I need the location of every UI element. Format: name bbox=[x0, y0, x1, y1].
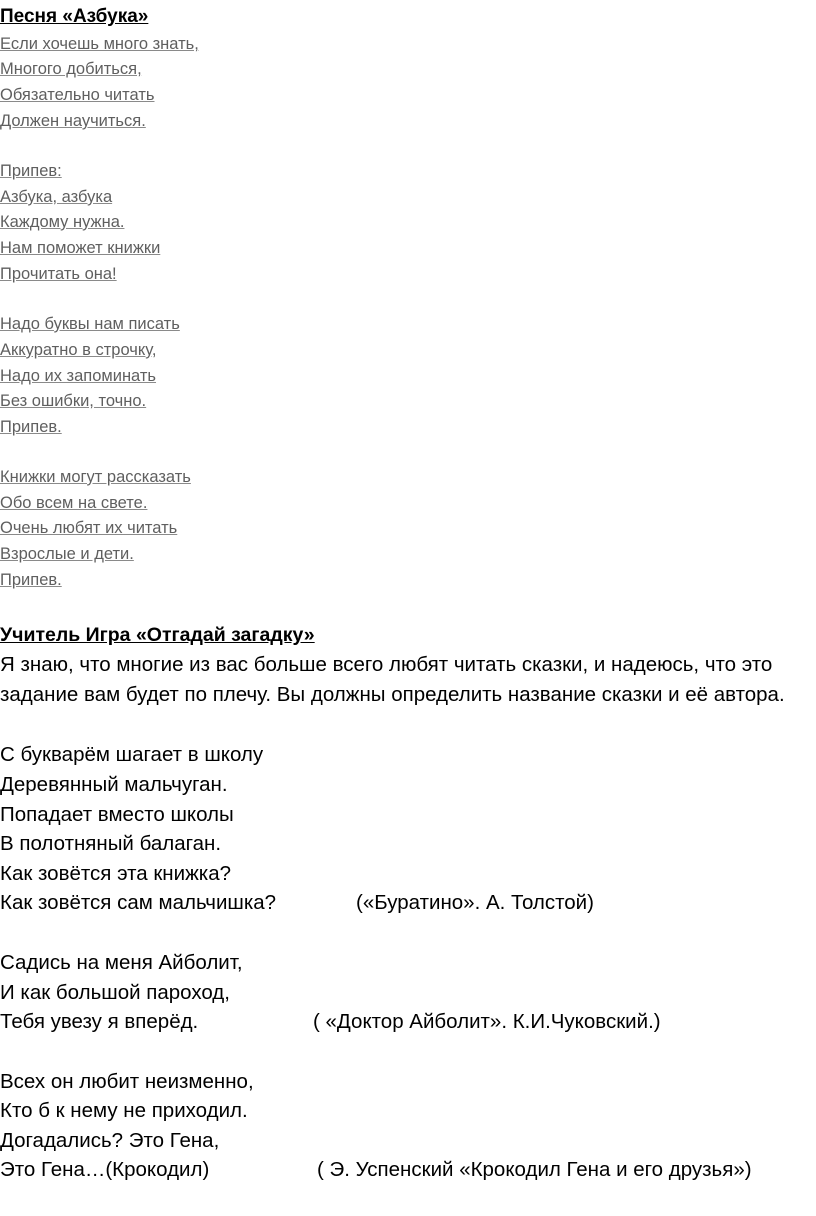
riddle-line: Тебя увезу я вперёд. bbox=[0, 1010, 199, 1033]
riddle-answer: ( Э. Успенский «Крокодил Гена и его друзья») bbox=[317, 1158, 752, 1181]
song-line: Обо всем на свете. bbox=[0, 494, 148, 512]
riddle-line: Садись на меня Айболит, bbox=[0, 951, 243, 974]
song-line: Прочитать она! bbox=[0, 265, 117, 283]
riddle-line: Как зовётся сам мальчишка? bbox=[0, 891, 277, 914]
song-title: Песня «Азбука» bbox=[0, 6, 149, 27]
game-title: Учитель Игра «Отгадай загадку» bbox=[0, 624, 315, 646]
song-line: Многого добиться, bbox=[0, 60, 142, 78]
song-line: Каждому нужна. bbox=[0, 213, 125, 231]
riddle-line: Кто б к нему не приходил. bbox=[0, 1099, 248, 1122]
riddle-line: Это Гена…(Крокодил) bbox=[0, 1158, 210, 1181]
riddle-answer: («Буратино». А. Толстой) bbox=[356, 891, 594, 914]
song-line: Очень любят их читать bbox=[0, 519, 178, 537]
song-line: Обязательно читать bbox=[0, 86, 155, 104]
riddle-line: Всех он любит неизменно, bbox=[0, 1070, 254, 1093]
riddle-line: Попадает вместо школы bbox=[0, 803, 234, 826]
song-line: Должен научиться. bbox=[0, 112, 146, 130]
riddle-answer: ( «Доктор Айболит». К.И.Чуковский.) bbox=[313, 1010, 661, 1033]
riddle-line: Догадались? Это Гена, bbox=[0, 1129, 220, 1152]
song-line: Нам поможет книжки bbox=[0, 239, 161, 257]
song-line: Взрослые и дети. bbox=[0, 545, 134, 563]
game-intro: Я знаю, что многие из вас больше всего любят читать сказки, и надеюсь, что это задание вам будет по плечу. Вы должны определить название сказки и её автора. bbox=[0, 653, 785, 706]
song-line: Книжки могут рассказать bbox=[0, 468, 191, 486]
song-line: Без ошибки, точно. bbox=[0, 392, 147, 410]
riddle-line: И как большой пароход, bbox=[0, 981, 230, 1004]
riddle-line: Деревянный мальчуган. bbox=[0, 773, 228, 796]
song-line: Азбука, азбука bbox=[0, 188, 113, 206]
song-chorus-label: Припев: bbox=[0, 162, 62, 180]
riddle-line: Как зовётся эта книжка? bbox=[0, 862, 232, 885]
riddle-line: С букварём шагает в школу bbox=[0, 743, 264, 766]
song-line: Если хочешь много знать, bbox=[0, 35, 199, 53]
song-line: Аккуратно в строчку, bbox=[0, 341, 157, 359]
song-chorus-ref: Припев. bbox=[0, 571, 62, 589]
song-line: Надо их запоминать bbox=[0, 367, 157, 385]
song-line: Надо буквы нам писать bbox=[0, 315, 180, 333]
song-chorus-ref: Припев. bbox=[0, 418, 62, 436]
riddle-line: В полотняный балаган. bbox=[0, 832, 222, 855]
